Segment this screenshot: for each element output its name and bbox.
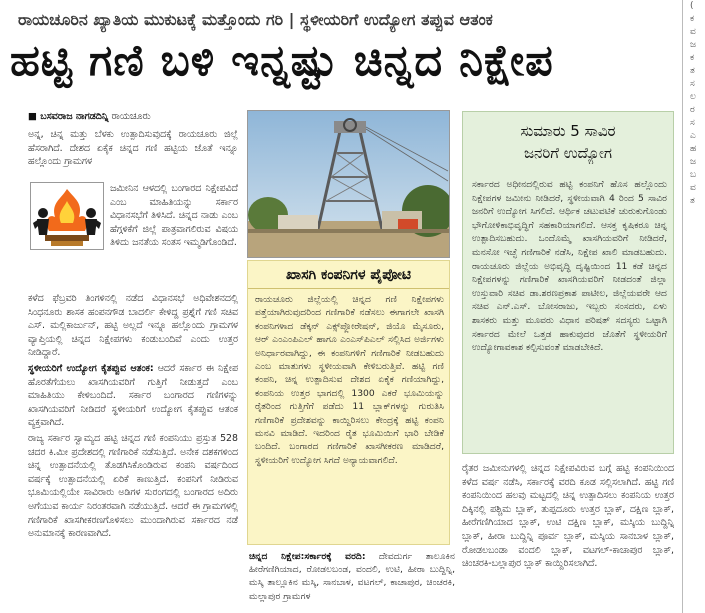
sidebar-title xyxy=(463,112,673,172)
sidebar-private-companies xyxy=(247,260,450,545)
adjacent-article-strip xyxy=(690,0,705,613)
article-column-1-bottom xyxy=(28,292,238,612)
byline xyxy=(28,111,238,125)
paragraph: ರಾಜ್ಯ ಸರ್ಕಾರ ಸ್ವಾಮ್ಯದ ಹಟ್ಟಿ ಚಿನ್ನದ ಗಣಿ ಕಂಪನಿಯು ಪ್ರಸ್ತುತ 528 ಚದರ ಕಿ.ಮೀ ಪ್ರದೇಶದಲ್ಲಿ ಗಣಿಗಾರಿಕೆ ನಡೆಸುತ್ತಿದೆ. ಅನೇಕ ದಶಕಗಳಿಂದ ಚಿನ್ನ ಉತ್ಪಾದನೆಯಲ್ಲಿ ತೊಡಗಿಸಿಕೊಂಡಿರುವ ಕಂಪನಿ ವರ್ಷದಿಂದ ವರ್ಷಕ್ಕೆ ಉತ್ಪಾದನೆಯಲ್ಲಿ ಏರಿಕೆ ಕಾಣುತ್ತಿದೆ. ಕಂಪನಿಗೆ ನೀಡಿರುವ ಭೂಮಿಯಲ್ಲಿಯೇ ಸಾವಿರಾರು ಅಡಿಗಳ ಸುರಂಗದಲ್ಲಿ ಬಂಗಾರದ ಅದಿರು ಅಗೆಯುವ ಕಾರ್ಯ ನಿರಂತರವಾಗಿ ನಡೆಯುತ್ತಿದೆ. ಆದರೆ ಈ ಗ್ರಾಮಗಳಲ್ಲಿ ಗಣಿಗಾರಿಕೆ ಖಾಸಗೀಕರಣಗೊಳಿಸಲು ಮುಂದಾಗಿರುವ ಸರ್ಕಾರದ ನಡೆ ಅನುಮಾನಕ್ಕೆ ಕಾರಣವಾಗಿದೆ. xyxy=(28,432,238,540)
paragraph-text: ಆದರೆ ಸರ್ಕಾರ ಈ ನಿಕ್ಷೇಪ ಹೊರತೆಗೆಯಲು ಖಾಸಗಿಯವರಿಗೆ ಗುತ್ತಿಗೆ ನೀಡುತ್ತದೆ ಎಂಬ ಮಾಹಿತಿಯು ಕೇಳಿಬಂದಿದೆ. ಸರ್ಕಾರ ಬಂಗಾರದ ಗಣಿಗಳನ್ನು ಖಾಸಗಿಯವರಿಗೆ ನೀಡಿದರೆ ಸ್ಥಳೀಯರಿಗೆ ಉದ್ಯೋಗ ಕೈತಪ್ಪುವ ಆತಂಕ ವ್ಯಕ್ತವಾಗಿದೆ. xyxy=(28,362,238,429)
strip-char: ಎ xyxy=(690,131,696,141)
mine-headframe-photo xyxy=(247,110,450,258)
strip-char: ಕ xyxy=(690,14,695,24)
strip-char: ಜ xyxy=(690,40,697,50)
column-divider xyxy=(682,0,683,613)
strip-char: ಸ xyxy=(690,118,695,128)
paragraph: ಅನ್ನ, ಚಿನ್ನ ಮತ್ತು ಬೆಳಕು ಉತ್ಪಾದಿಸುವುದಕ್ಕೆ ರಾಯಚೂರು ಜಿಲ್ಲೆ ಹೆಸರಾಗಿದೆ. ದೇಶದ ಏಕೈಕ ಚಿನ್ನದ ಗಣಿ ಹಟ್ಟಿಯ ಜೊತೆ ಇನ್ನೂ ಹಲ್ಲೊಂದು ಗ್ರಾಮಗಳ xyxy=(28,129,238,168)
article-column-1-top xyxy=(28,128,238,180)
fire-figures-icon xyxy=(31,183,103,249)
strip-char: ಬ xyxy=(690,170,697,180)
kicker-line: ರಾಯಚೂರಿನ ಖ್ಯಾತಿಯ ಮುಕುಟಕ್ಕೆ ಮತ್ತೊಂದು ಗರಿ | ಸ್ಥಳೀಯರಿಗೆ ಉದ್ಯೋಗ ತಪ್ಪುವ ಆತಂಕ xyxy=(18,10,493,29)
sidebar-body: ರಾಯಚೂರು ಜಿಲ್ಲೆಯಲ್ಲಿ ಚಿನ್ನದ ಗಣಿ ನಿಕ್ಷೇಪಗಳು ಪತ್ತೆಯಾಗಿರುವುದರಿಂದ ಗಣಿಗಾರಿಕೆ ನಡೆಸಲು ಈಗಾಗಲೇ ಖಾಸಗಿ ಕಂಪನಿಗಳಾದ ಡೆಕ್ಕನ್ ಎಕ್ಸ್‌ಪ್ಲೋರೇಷನ್, ಜಿಯೊ ಮೈಸೂರು, ಆರ್ ಎಂಎಂಪಿಎಲ್ ಹಾಗೂ ಎಂಎಸ್‌ಪಿಎಲ್ ಸಲ್ಲಿಸಿದ ಅರ್ಜಿಗಳು ಅನಿರ್ಧಾರವಾಗಿದ್ದು, ಈ ಕಂಪನಿಗಳಿಗೆ ಗಣಿಗಾರಿಕೆ ನೀಡಬಹುದು ಎಂಬ ಮಾತುಗಳು ಸ್ಥಳೀಯವಾಗಿ ಕೇಳಿಬರುತ್ತಿವೆ. ಹಟ್ಟಿ ಗಣಿ ಕಂಪನಿ, ಚಿನ್ನ ಉತ್ಪಾದಿಸುವ ದೇಶದ ಏಕೈಕ ಗಣಿಯಾಗಿದ್ದು, ಕಂಪನಿಯ ಉತ್ತರ ಭಾಗದಲ್ಲಿ 1300 ಎಕರೆ ಭೂಮಿಯನ್ನು ರೈತರಿಂದ ಗುತ್ತಿಗೆಗೆ ಪಡೆದು 11 ಬ್ಲಾಕ್‌ಗಳನ್ನು ಗುರುತಿಸಿ ಗಣಿಗಾರಿಕೆ ಪ್ರದೇಶವನ್ನು ಕಾಯ್ದಿರಿಸಲು ಕೇಂದ್ರಕ್ಕೆ ಹಟ್ಟಿ ಕಂಪನಿ ಮನವಿ ಮಾಡಿದೆ. ಇದರಿಂದ ರೈತ ಭೂಮಿಯಿಗೆ ಭಾರಿ ಬೇಡಿಕೆ ಬಂದಿದೆ. ಬಂಗಾರದ ಗಣಿಗಾರಿಕೆ ಖಾಸಗೀಕರಣ ಮಾಡಿದರೆ, ಸ್ಥಳೀಯರಿಗೆ ಉದ್ಯೋಗ ಸಿಗದೆ ಅನ್ಯಾಯವಾಗಲಿದೆ. xyxy=(255,294,444,466)
sidebar-body: ಸರ್ಕಾರದ ಅಧೀನದಲ್ಲಿರುವ ಹಟ್ಟಿ ಕಂಪನಿಗೆ ಹೊಸ ಹಲ್ಲೊಂದು ನಿಕ್ಷೇಪಗಳ ಜಮೀನು ನೀಡಿದರೆ, ಸ್ಥಳೀಯವಾಗಿ 4 ರಿಂದ 5 ಸಾವಿರ ಜನರಿಗೆ ಉದ್ಯೋಗ ಸಿಗಲಿದೆ. ಆರ್ಥಿಕ ಚಟುವಟಿಕೆ ಚುರುಕುಗೊಂಡು ಭೌಗೋಳಿಕಾಭಿವೃದ್ಧಿಗೆ ಸಹಕಾರಿಯಾಗಲಿದೆ. ಆಸಕ್ತ ಕೃಷಿಕರೂ ಚಿನ್ನ ಉತ್ಪಾದಿಸಬಹುದು. ಒಂದೊಮ್ಮೆ ಖಾಸಗಿಯವರಿಗೆ ನೀಡಿದರೆ, ಮನಸೋ ಇಚ್ಛೆ ಗಣಿಗಾರಿಕೆ ನಡೆಸಿ, ನಿಕ್ಷೇಪ ಖಾಲಿ ಮಾಡಬಹುದು. ರಾಯಚೂರು ಜಿಲ್ಲೆಯ ಅಭಿವೃದ್ಧಿ ದೃಷ್ಟಿಯಿಂದ 11 ಕಡೆ ಚಿನ್ನದ ನಿಕ್ಷೇಪಗಳನ್ನು ಗಣಿಗಾರಿಕೆ ಖಾಸಗಿಯವರಿಗೆ ನೀಡದಂತೆ ಜಿಲ್ಲಾ ಉಸ್ತುವಾರಿ ಸಚಿವ ಡಾ.ಶರಣಪ್ರಕಾಶ ಪಾಟೀಲ, ಜಿಲ್ಲೆಯವರೇ ಆದ ಸಚಿವ ಎನ್.ಎಸ್. ಬೋಸರಾಜು, ಇಬ್ಬರು ಸಂಸದರು, ಏಳು ಶಾಸಕರು ಮತ್ತು ಮೂವರು ವಿಧಾನ ಪರಿಷತ್ ಸದಸ್ಯರು ಒಟ್ಟಾಗಿ ಸರ್ಕಾರದ ಮೇಲೆ ಒತ್ತಡ ಹಾಕುವುದರ ಜೊತೆಗೆ ಸ್ಥಳೀಯರಿಗೆ ಉದ್ಯೋಗಾವಕಾಶ ಕಲ್ಪಿಸುವಂತೆ ಮಾಡಬೇಕಿದೆ. xyxy=(472,179,667,354)
mine-tower-icon xyxy=(248,111,450,258)
subhead: ಸ್ಥಳೀಯರಿಗೆ ಉದ್ಯೋಗ ಕೈತಪ್ಪುವ ಆತಂಕ: xyxy=(28,362,154,374)
strip-char: ವ xyxy=(690,183,696,193)
article-column-1-beside-illustration xyxy=(110,182,238,278)
strip-char: ಕ xyxy=(690,53,695,63)
sidebar-title-line: ಜನರಿಗೆ ಉದ್ಯೋಗ xyxy=(523,144,613,162)
strip-char: ರ xyxy=(690,105,695,115)
sidebar-title: ಖಾಸಗಿ ಕಂಪನಿಗಳ ಪೈಪೋಟಿ xyxy=(248,261,449,289)
paragraph: ಜಮೀನಿನ ಆಳದಲ್ಲಿ ಬಂಗಾರದ ನಿಕ್ಷೇಪವಿದೆ ಎಂಬ ಮಾಹಿತಿಯನ್ನು ಸರ್ಕಾರ ವಿಧಾನಸಭೆಗೆ ತಿಳಿಸಿದೆ. ಚಿನ್ನದ ನಾಡು ಎಂಬ ಹೆಗ್ಗಳಿಕೆಗೆ ಜಿಲ್ಲೆ ಪಾತ್ರವಾಗಲಿರುವ ವಿಷಯ ತಿಳಿದು ಜನತೆಯ ಸಂತಸ ಇಮ್ಮಡಿಗೊಂಡಿದೆ. xyxy=(110,183,238,249)
dateline-place: ರಾಯಚೂರು xyxy=(111,111,151,122)
strip-char: ತ xyxy=(690,66,695,76)
paragraph xyxy=(28,362,238,430)
photo-caption xyxy=(249,550,455,612)
strip-char: ( xyxy=(690,1,694,11)
strip-char: ಸ xyxy=(690,79,695,89)
author-name: ■ ಬಸವರಾಜ ನಾಗಡದಿನ್ನಿ xyxy=(28,111,109,122)
strip-char: ತ xyxy=(690,196,695,206)
strip-char: ಹ xyxy=(690,144,697,154)
strip-char: ಜ xyxy=(690,157,697,167)
sidebar-employment xyxy=(462,111,674,454)
caption-text: ದೇವದುರ್ಗ ತಾಲೂಕಿನ ಹೀರೆಗಣಿಗಿಯಾದ, ರೋಡಲಬಂಡ, ವಂದಲಿ, ಉಟಿ, ಹೀರಾ ಬುದ್ದಿನ್ನಿ, ಮಸ್ಕಿ ತಾಲ್ಲೂಕಿನ ಮಸ್ಕಿ, ಸಾನಬಾಳ, ವಟಗಲ್, ಕಾಚಾಪುರ, ಚಿಂಚರಕಿ, ಮಲ್ಲಾಪುರ ಗ್ರಾಮಗಳ xyxy=(249,551,455,602)
paragraph: ರೈತರ ಜಮೀನುಗಳಲ್ಲಿ ಚಿನ್ನದ ನಿಕ್ಷೇಪವಿರುವ ಬಗ್ಗೆ ಹಟ್ಟಿ ಕಂಪನಿಯಿಂದ ಕಳೆದ ವರ್ಷ ನಡೆಸಿ, ಸರ್ಕಾರಕ್ಕೆ ವರದಿ ಕೂಡ ಸಲ್ಲಿಸಲಾಗಿದೆ. ಹಟ್ಟಿ ಗಣಿ ಕಂಪನಿಯಿಂದ ಹಲವು ಮಟ್ಟದಲ್ಲಿ ಚಿನ್ನ ಉತ್ಪಾದಿಸಲು ಕಂಪನಿಯ ಉತ್ತರ ದಿಕ್ಕಿನಲ್ಲಿ ಪಶ್ಚಿಮ ಬ್ಲಾಕ್, ತುಪ್ಪದೂರು ಉತ್ತರ ಬ್ಲಾಕ್, ದಕ್ಷಿಣ ಬ್ಲಾಕ್, ಹೀರೆಗಣಿಗಿಯಾದ ಬ್ಲಾಕ್, ಉಟಿ ದಕ್ಷಿಣ ಬ್ಲಾಕ್, ಮಸ್ಕಿಯ ಬುದ್ದಿನ್ನಿ ಬ್ಲಾಕ್, ಹೀರಾ ಬುದ್ದಿನ್ನಿ ಪೂರ್ವ ಬ್ಲಾಕ್, ಮಸ್ಕಿಯ ಸಾನಬಾಳ ಬ್ಲಾಕ್, ರೋಡಲಬಂಡಾ ವಂದಲಿ ಬ್ಲಾಕ್, ವಟಗಲ್-ಕಾಚಾಪುರ ಬ್ಲಾಕ್, ಚಿಂಚರಕಿ-ಬಲ್ಲಾಪುರ ಬ್ಲಾಕ್ ಕಾಯ್ದಿರಿಸಲಾಗಿದೆ. xyxy=(462,463,674,570)
strip-char: ವ xyxy=(690,27,696,37)
paragraph: ಕಳೆದ ಫೆಬ್ರವರಿ ತಿಂಗಳಿನಲ್ಲಿ ನಡೆದ ವಿಧಾನಸಭೆ ಅಧಿವೇಶನದಲ್ಲಿ ಸಿಂಧನೂರು ಶಾಸಕ ಹಂಪನಗೌಡ ಬಾದರ್ಲಿ ಕೇಳಿದ್ದ ಪ್ರಶ್ನೆಗೆ ಗಣಿ ಸಚಿವ ಎಸ್. ಮಲ್ಲಿಕಾರ್ಜುನ್, ಹಟ್ಟಿ ಅಲ್ಲದೆ ಇನ್ನೂ ಹಲ್ಲೊಂದು ಗ್ರಾಮಗಳ ವ್ಯಾಪ್ತಿಯಲ್ಲಿ ಚಿನ್ನದ ನಿಕ್ಷೇಪಗಳು ಕಂಡುಬಂದಿವೆ ಎಂದು ಉತ್ತರ ನೀಡಿದ್ದಾರೆ. xyxy=(28,293,238,359)
article-column-4 xyxy=(462,462,674,612)
gold-mine-illustration xyxy=(30,182,104,250)
caption-lead: ಚಿನ್ನದ ನಿಕ್ಷೇಪ:ಸರ್ಕಾರಕ್ಕೆ ವರದಿ: xyxy=(249,551,366,562)
strip-char: ಲ xyxy=(690,92,696,102)
headline: ಹಟ್ಟಿ ಗಣಿ ಬಳಿ ಇನ್ನಷ್ಟು ಚಿನ್ನದ ನಿಕ್ಷೇಪ xyxy=(10,36,554,86)
sidebar-title-line: ಸುಮಾರು 5 ಸಾವಿರ xyxy=(520,122,616,140)
